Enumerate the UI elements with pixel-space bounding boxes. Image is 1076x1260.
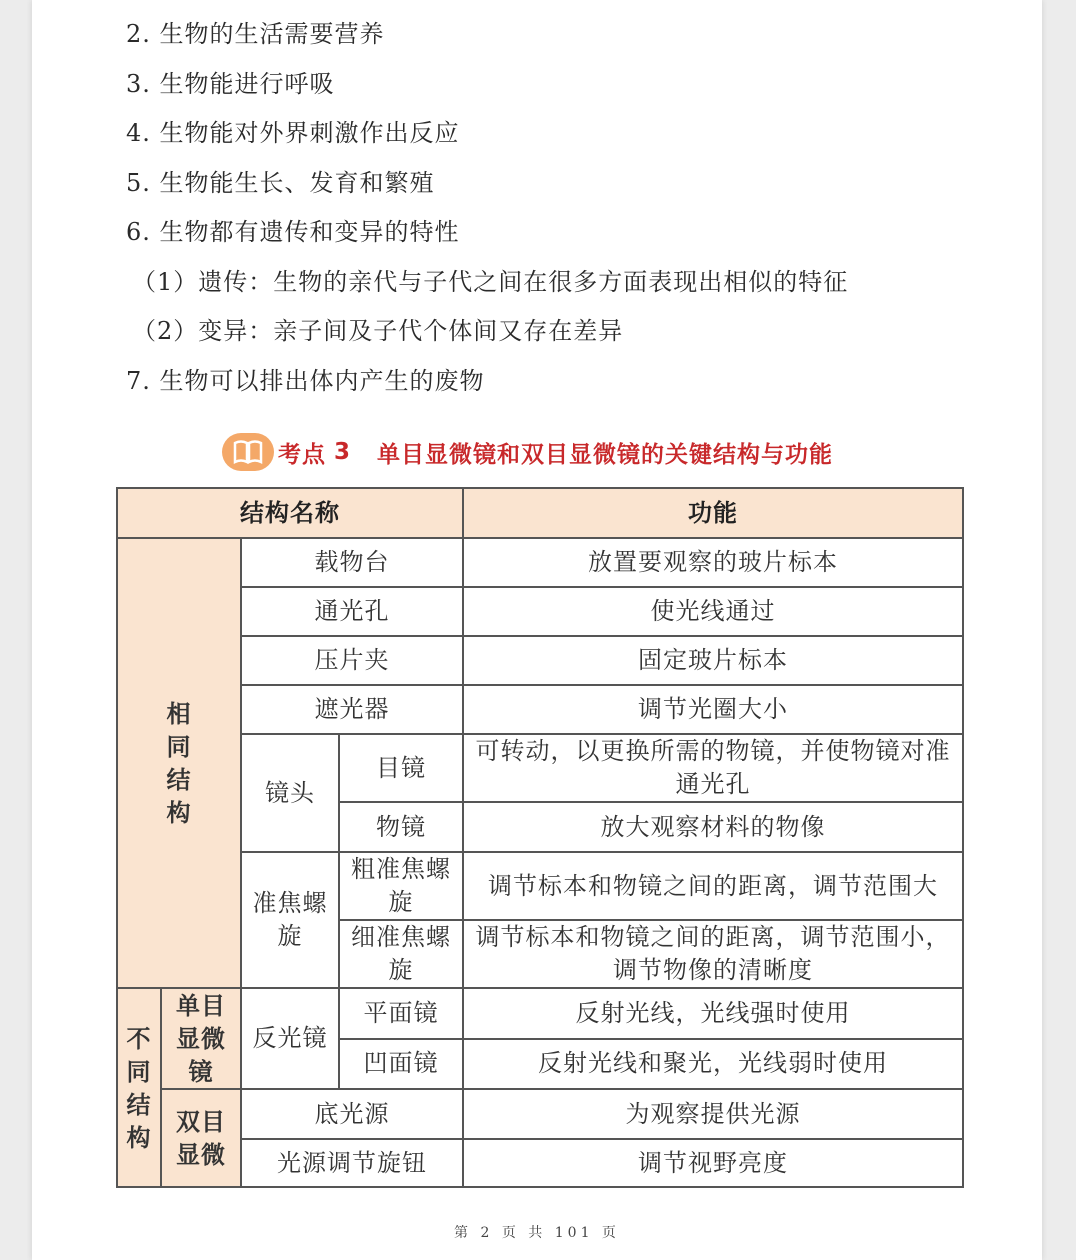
- table-row: [117, 538, 963, 587]
- structure-function: 反射光线和聚光，光线弱时使用: [463, 1039, 963, 1090]
- table-row: [117, 988, 963, 1039]
- list-item: 3. 生物能进行呼吸: [126, 69, 335, 98]
- structure-function: 调节标本和物镜之间的距离，调节范围小，调节物像的清晰度: [463, 920, 963, 988]
- table-row: [117, 852, 963, 920]
- same-structures-group: 相 同 结 构: [117, 538, 241, 988]
- heading-title: 单目显微镜和双目显微镜的关键结构与功能: [377, 441, 834, 468]
- structure-name: 压片夹: [241, 636, 463, 685]
- structure-name: 平面镜: [339, 988, 463, 1039]
- focus-group-label: 准焦螺旋: [241, 852, 339, 988]
- structure-function: 为观察提供光源: [463, 1089, 963, 1139]
- table-row: [117, 734, 963, 802]
- binocular-label: 双目 显微: [161, 1089, 241, 1187]
- list-item: 4. 生物能对外界刺激作出反应: [126, 119, 460, 147]
- column-header: 功能: [463, 488, 963, 538]
- structure-name: 通光孔: [241, 587, 463, 636]
- list-item: 2. 生物的生活需要营养: [126, 20, 385, 48]
- table-row: [117, 1089, 963, 1139]
- section-heading: [222, 430, 922, 474]
- structure-function: 放大观察材料的物像: [463, 802, 963, 852]
- list-item: 7. 生物可以排出体内产生的废物: [126, 366, 485, 395]
- structure-name: 底光源: [241, 1089, 463, 1139]
- structure-function: 调节视野亮度: [463, 1139, 963, 1187]
- structure-name: 载物台: [241, 538, 463, 587]
- structure-function: 使光线通过: [463, 587, 963, 636]
- list-item: （2）变异：亲子间及子代个体间又存在差异: [132, 317, 624, 345]
- structure-function: 固定玻片标本: [463, 636, 963, 685]
- document-page: [32, 0, 1042, 1260]
- structure-function: 调节标本和物镜之间的距离，调节范围大: [463, 852, 963, 920]
- structure-name: 粗准焦螺旋: [339, 852, 463, 920]
- book-icon: [222, 433, 274, 471]
- structure-table: [116, 487, 964, 1188]
- structure-name: 细准焦螺旋: [339, 920, 463, 988]
- structure-name: 光源调节旋钮: [241, 1139, 463, 1187]
- structure-function: 反射光线，光线强时使用: [463, 988, 963, 1039]
- structure-function: 可转动，以更换所需的物镜，并使物镜对准通光孔: [463, 734, 963, 802]
- table-row: [117, 587, 963, 636]
- structure-name: 遮光器: [241, 685, 463, 734]
- structure-function: 放置要观察的玻片标本: [463, 538, 963, 587]
- heading-label: 考点: [278, 441, 326, 468]
- list-item: 5. 生物能生长、发育和繁殖: [126, 168, 435, 197]
- table-row: [117, 1139, 963, 1187]
- structure-name: 凹面镜: [339, 1039, 463, 1090]
- list-item: 6. 生物都有遗传和变异的特性: [126, 218, 460, 246]
- mirror-group-label: 反光镜: [241, 988, 339, 1089]
- column-header: 结构名称: [117, 488, 463, 538]
- characteristics-list: [126, 14, 848, 410]
- page-footer: 第 2 页 共 101 页: [454, 1225, 620, 1241]
- structure-function: 调节光圈大小: [463, 685, 963, 734]
- lens-group-label: 镜头: [241, 734, 339, 852]
- heading-number: 3: [334, 439, 352, 465]
- list-item: （1）遗传：生物的亲代与子代之间在很多方面表现出相似的特征: [132, 267, 849, 296]
- table-header-row: [117, 488, 963, 538]
- table-row: [117, 636, 963, 685]
- different-structures-group: 不 同 结 构: [117, 988, 161, 1187]
- structure-name: 物镜: [339, 802, 463, 852]
- table-row: [117, 685, 963, 734]
- monocular-label: 单目 显微 镜: [161, 988, 241, 1089]
- structure-name: 目镜: [339, 734, 463, 802]
